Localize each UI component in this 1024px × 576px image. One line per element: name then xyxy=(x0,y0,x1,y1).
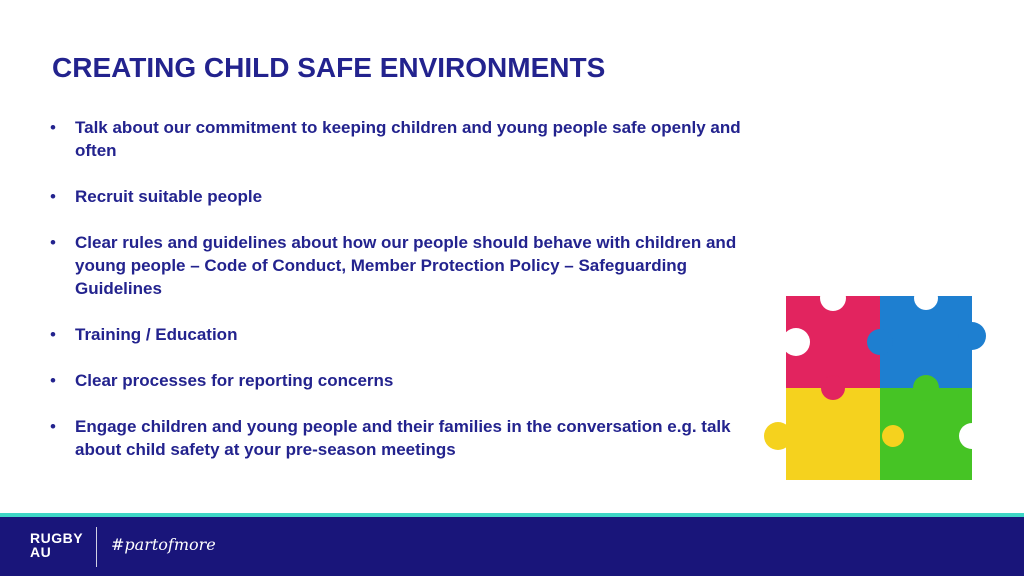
slide-title: CREATING CHILD SAFE ENVIRONMENTS xyxy=(52,52,606,83)
rugby-au-logo xyxy=(30,531,83,559)
bullet-text: Clear rules and guidelines about how our people should behave with children and young people – Code of Conduct, Member Protection Policy – Safeguarding Guidelines xyxy=(75,233,737,298)
bullet-marker: • xyxy=(50,371,56,390)
logo-line-1: RUGBY xyxy=(30,530,84,546)
bullet-text: Clear processes for reporting concerns xyxy=(75,371,394,390)
logo-line-2: AU xyxy=(30,544,52,560)
bullet-text: Training / Education xyxy=(75,325,238,344)
bullet-item xyxy=(50,369,770,392)
bullet-item xyxy=(50,185,770,208)
tagline: #partofmore xyxy=(111,535,216,554)
bullet-marker: • xyxy=(50,118,56,137)
puzzle-piece-blue xyxy=(867,286,986,388)
bullet-text: Talk about our commitment to keeping children and young people safe openly and often xyxy=(75,118,741,160)
footer-bar xyxy=(0,517,1024,576)
puzzle-piece-yellow xyxy=(764,376,893,480)
bullet-marker: • xyxy=(50,233,56,252)
bullet-text: Engage children and young people and their families in the conversation e.g. talk about child safety at your pre-season meetings xyxy=(75,417,731,459)
bullet-item xyxy=(50,231,770,300)
bullet-item xyxy=(50,415,770,461)
bullet-item xyxy=(50,116,770,162)
bullet-text: Recruit suitable people xyxy=(75,187,263,206)
bullet-item xyxy=(50,323,770,346)
bullet-marker: • xyxy=(50,417,56,436)
bullet-list xyxy=(50,116,770,484)
bullet-marker: • xyxy=(50,187,56,206)
logo-divider xyxy=(96,527,97,567)
puzzle-pieces-icon xyxy=(756,286,1002,486)
puzzle-piece-green xyxy=(880,375,985,480)
bullet-marker: • xyxy=(50,325,56,344)
